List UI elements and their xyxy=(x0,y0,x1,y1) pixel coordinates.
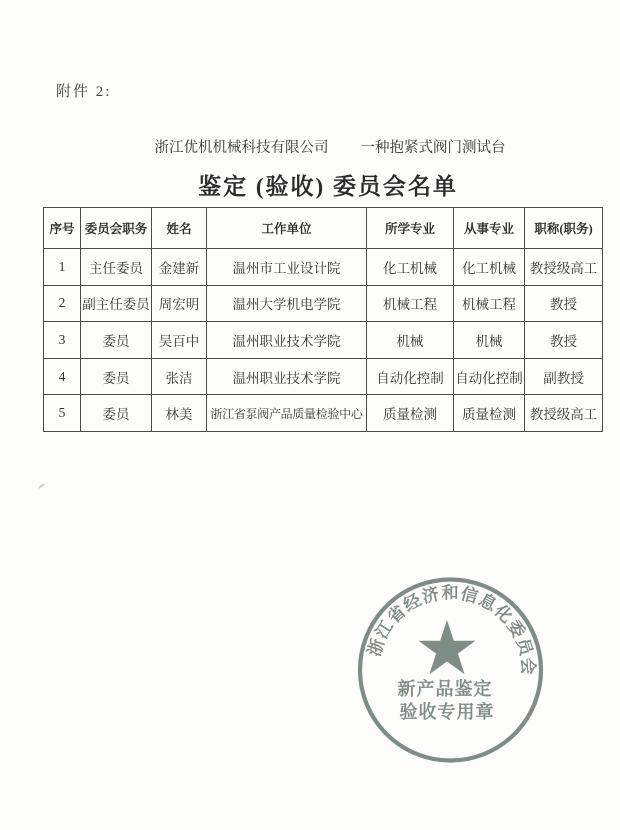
page-title: 鉴定 (验收) 委员会名单 xyxy=(198,174,458,199)
cell-workunit: 浙江省泵阀产品质量检验中心 xyxy=(207,395,367,432)
cell-title: 教授级高工 xyxy=(525,395,603,432)
stamp-ring xyxy=(360,580,541,761)
header-cell-major: 所学专业 xyxy=(367,208,454,249)
cell-field: 质量检测 xyxy=(454,395,525,432)
project-line xyxy=(155,136,506,157)
table-row xyxy=(44,249,603,286)
cell-index: 2 xyxy=(44,285,81,322)
cell-position: 主任委员 xyxy=(81,249,152,286)
scan-artifact xyxy=(38,483,45,489)
committee-table xyxy=(43,207,603,432)
cell-major: 自动化控制 xyxy=(367,358,454,395)
cell-major: 化工机械 xyxy=(367,249,454,286)
cell-index: 5 xyxy=(44,395,81,432)
cell-workunit: 温州职业技术学院 xyxy=(207,322,367,359)
cell-name: 林美 xyxy=(152,395,207,432)
cell-field: 化工机械 xyxy=(454,249,525,286)
cell-workunit: 温州职业技术学院 xyxy=(207,358,367,395)
cell-title: 教授级高工 xyxy=(525,249,603,286)
company-name: 浙江优机机械科技有限公司 xyxy=(154,140,329,156)
cell-name: 周宏明 xyxy=(152,285,207,322)
header-cell-position: 委员会职务 xyxy=(81,208,152,249)
cell-major: 质量检测 xyxy=(367,395,454,432)
cell-major: 机械 xyxy=(367,322,454,359)
cell-index: 1 xyxy=(44,249,81,286)
table-header-row xyxy=(44,208,603,249)
product-name: 一种抱紧式阀门测试台 xyxy=(360,140,506,156)
cell-name: 金建新 xyxy=(152,249,207,286)
table-row xyxy=(44,322,603,359)
cell-index: 3 xyxy=(44,322,81,359)
cell-field: 自动化控制 xyxy=(454,358,525,395)
stamp-line2: 验收专用章 xyxy=(399,702,495,722)
cell-title: 教授 xyxy=(525,322,603,359)
cell-position: 委员 xyxy=(81,395,152,432)
cell-title: 教授 xyxy=(525,285,603,322)
cell-title: 副教授 xyxy=(525,358,603,395)
cell-field: 机械 xyxy=(454,322,525,359)
table-row xyxy=(44,285,603,322)
table-row xyxy=(44,395,603,432)
table-row xyxy=(44,358,603,395)
cell-index: 4 xyxy=(44,358,81,395)
cell-name: 吴百中 xyxy=(152,322,207,359)
header-cell-name: 姓名 xyxy=(152,208,207,249)
cell-name: 张洁 xyxy=(152,358,207,395)
cell-major: 机械工程 xyxy=(367,285,454,322)
cell-position: 副主任委员 xyxy=(81,285,152,322)
header-cell-title: 职称(职务) xyxy=(525,208,603,249)
stamp-line1: 新产品鉴定 xyxy=(397,679,493,699)
cell-position: 委员 xyxy=(81,358,152,395)
cell-field: 机械工程 xyxy=(454,285,525,322)
official-stamp xyxy=(350,570,551,770)
star-icon xyxy=(419,620,476,674)
cell-workunit: 温州市工业设计院 xyxy=(207,249,367,286)
cell-workunit: 温州大学机电学院 xyxy=(207,285,367,322)
header-cell-field: 从事专业 xyxy=(454,208,525,249)
attachment-label: 附件 2: xyxy=(56,84,112,100)
header-cell-index: 序号 xyxy=(44,208,81,249)
stamp-arc-text: 浙江省经济和信息化委员会 xyxy=(364,583,538,677)
cell-position: 委员 xyxy=(81,322,152,359)
header-cell-workunit: 工作单位 xyxy=(207,208,367,249)
